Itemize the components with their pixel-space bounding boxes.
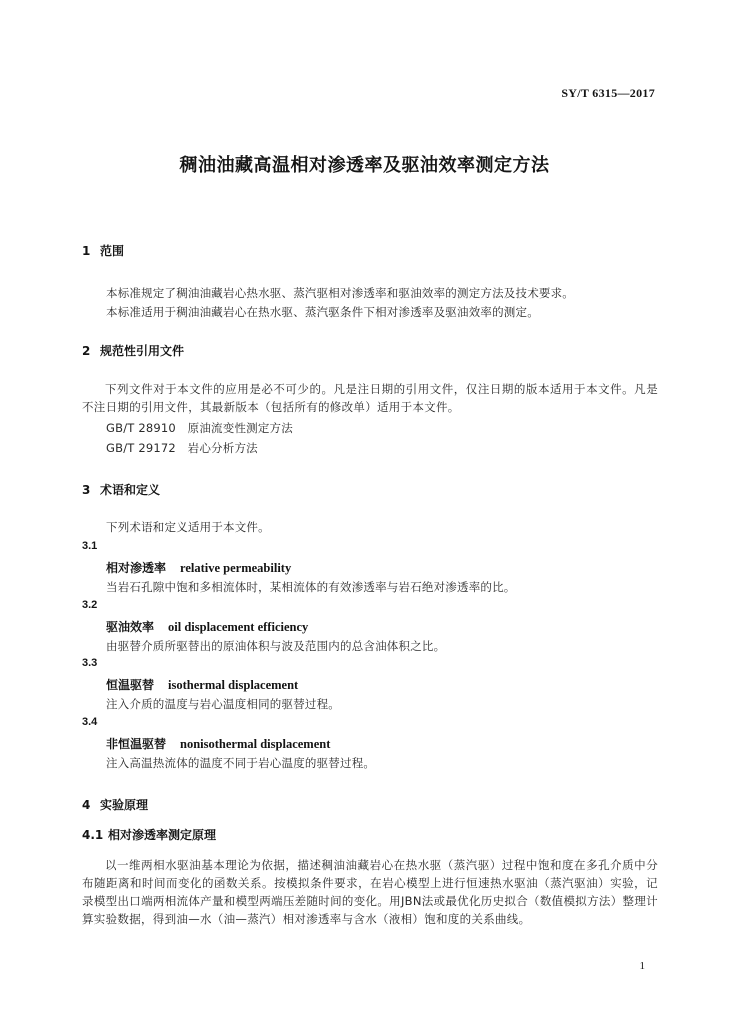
term-heading: [106, 559, 291, 576]
section-number: 3: [82, 483, 91, 497]
section-number: 2: [82, 344, 91, 358]
term-number: 3.2: [82, 599, 98, 611]
section-1-paragraph-2: 本标准适用于稠油油藏岩心在热水驱、蒸汽驱条件下相对渗透率及驱油效率的测定。: [106, 305, 539, 319]
subsection-number: 4.1: [82, 828, 104, 842]
reference-1: GB/T 28910 原油流变性测定方法: [106, 421, 293, 435]
term-heading: [106, 618, 308, 635]
term-en: isothermal displacement: [168, 678, 299, 692]
term-en: relative permeability: [180, 561, 292, 575]
section-1-heading: [82, 242, 124, 259]
term-number: 3.4: [82, 716, 98, 728]
term-cn: 非恒温驱替: [106, 737, 167, 751]
term-en: oil displacement efficiency: [168, 620, 309, 634]
document-title: 稠油油藏高温相对渗透率及驱油效率测定方法: [179, 155, 550, 176]
subsection-title: 相对渗透率测定原理: [108, 828, 217, 842]
section-title: 术语和定义: [100, 483, 161, 497]
section-title: 范围: [100, 244, 125, 258]
subsection-4-1-paragraph: 以一维两相水驱油基本理论为依据，描述稠油油藏岩心在热水驱（蒸汽驱）过程中饱和度在多孔介质中分布随距离和时间而变化的函数关系。按模拟条件要求，在岩心模型上进行恒速热水驱油（蒸汽驱油）实验，记录模型出口端两相流体产量和模型两端压差随时间的变化。用JBN法或最优化历史拟合（数值模拟方法）整理计算实验数据，得到油—水（油—蒸汽）相对渗透率与含水（液相）饱和度的关系曲线。: [82, 858, 658, 926]
term-definition: 注入介质的温度与岩心温度相同的驱替过程。: [106, 697, 340, 711]
term-definition: 由驱替介质所驱替出的原油体积与波及范围内的总含油体积之比。: [106, 639, 446, 653]
term-en: nonisothermal displacement: [180, 737, 331, 751]
term-heading: [106, 676, 298, 693]
section-3-intro: 下列术语和定义适用于本文件。: [106, 520, 270, 534]
section-title: 实验原理: [100, 798, 149, 812]
term-heading: [106, 735, 330, 752]
section-2-heading: [82, 342, 184, 359]
term-cn: 恒温驱替: [106, 678, 155, 692]
section-number: 1: [82, 244, 91, 258]
term-definition: 当岩石孔隙中饱和多相流体时，某相流体的有效渗透率与岩石绝对渗透率的比。: [106, 580, 516, 594]
term-number: 3.3: [82, 657, 98, 669]
section-number: 4: [82, 798, 91, 812]
subsection-4-1-heading: [82, 826, 216, 843]
section-2-paragraph: 下列文件对于本文件的应用是必不可少的。凡是注日期的引用文件，仅注日期的版本适用于本文件。凡是不注日期的引用文件，其最新版本（包括所有的修改单）适用于本文件。: [82, 382, 658, 414]
term-number: 3.1: [82, 540, 98, 552]
section-1-paragraph-1: 本标准规定了稠油油藏岩心热水驱、蒸汽驱相对渗透率和驱油效率的测定方法及技术要求。: [106, 286, 574, 300]
section-3-heading: [82, 481, 160, 498]
standard-number: SY/T 6315—2017: [561, 86, 655, 100]
reference-2: GB/T 29172 岩心分析方法: [106, 441, 258, 455]
term-definition: 注入高温热流体的温度不同于岩心温度的驱替过程。: [106, 756, 376, 770]
section-4-heading: [82, 796, 148, 813]
term-cn: 驱油效率: [106, 620, 155, 634]
page-number: 1: [639, 960, 645, 972]
section-title: 规范性引用文件: [100, 344, 185, 358]
term-cn: 相对渗透率: [106, 561, 167, 575]
